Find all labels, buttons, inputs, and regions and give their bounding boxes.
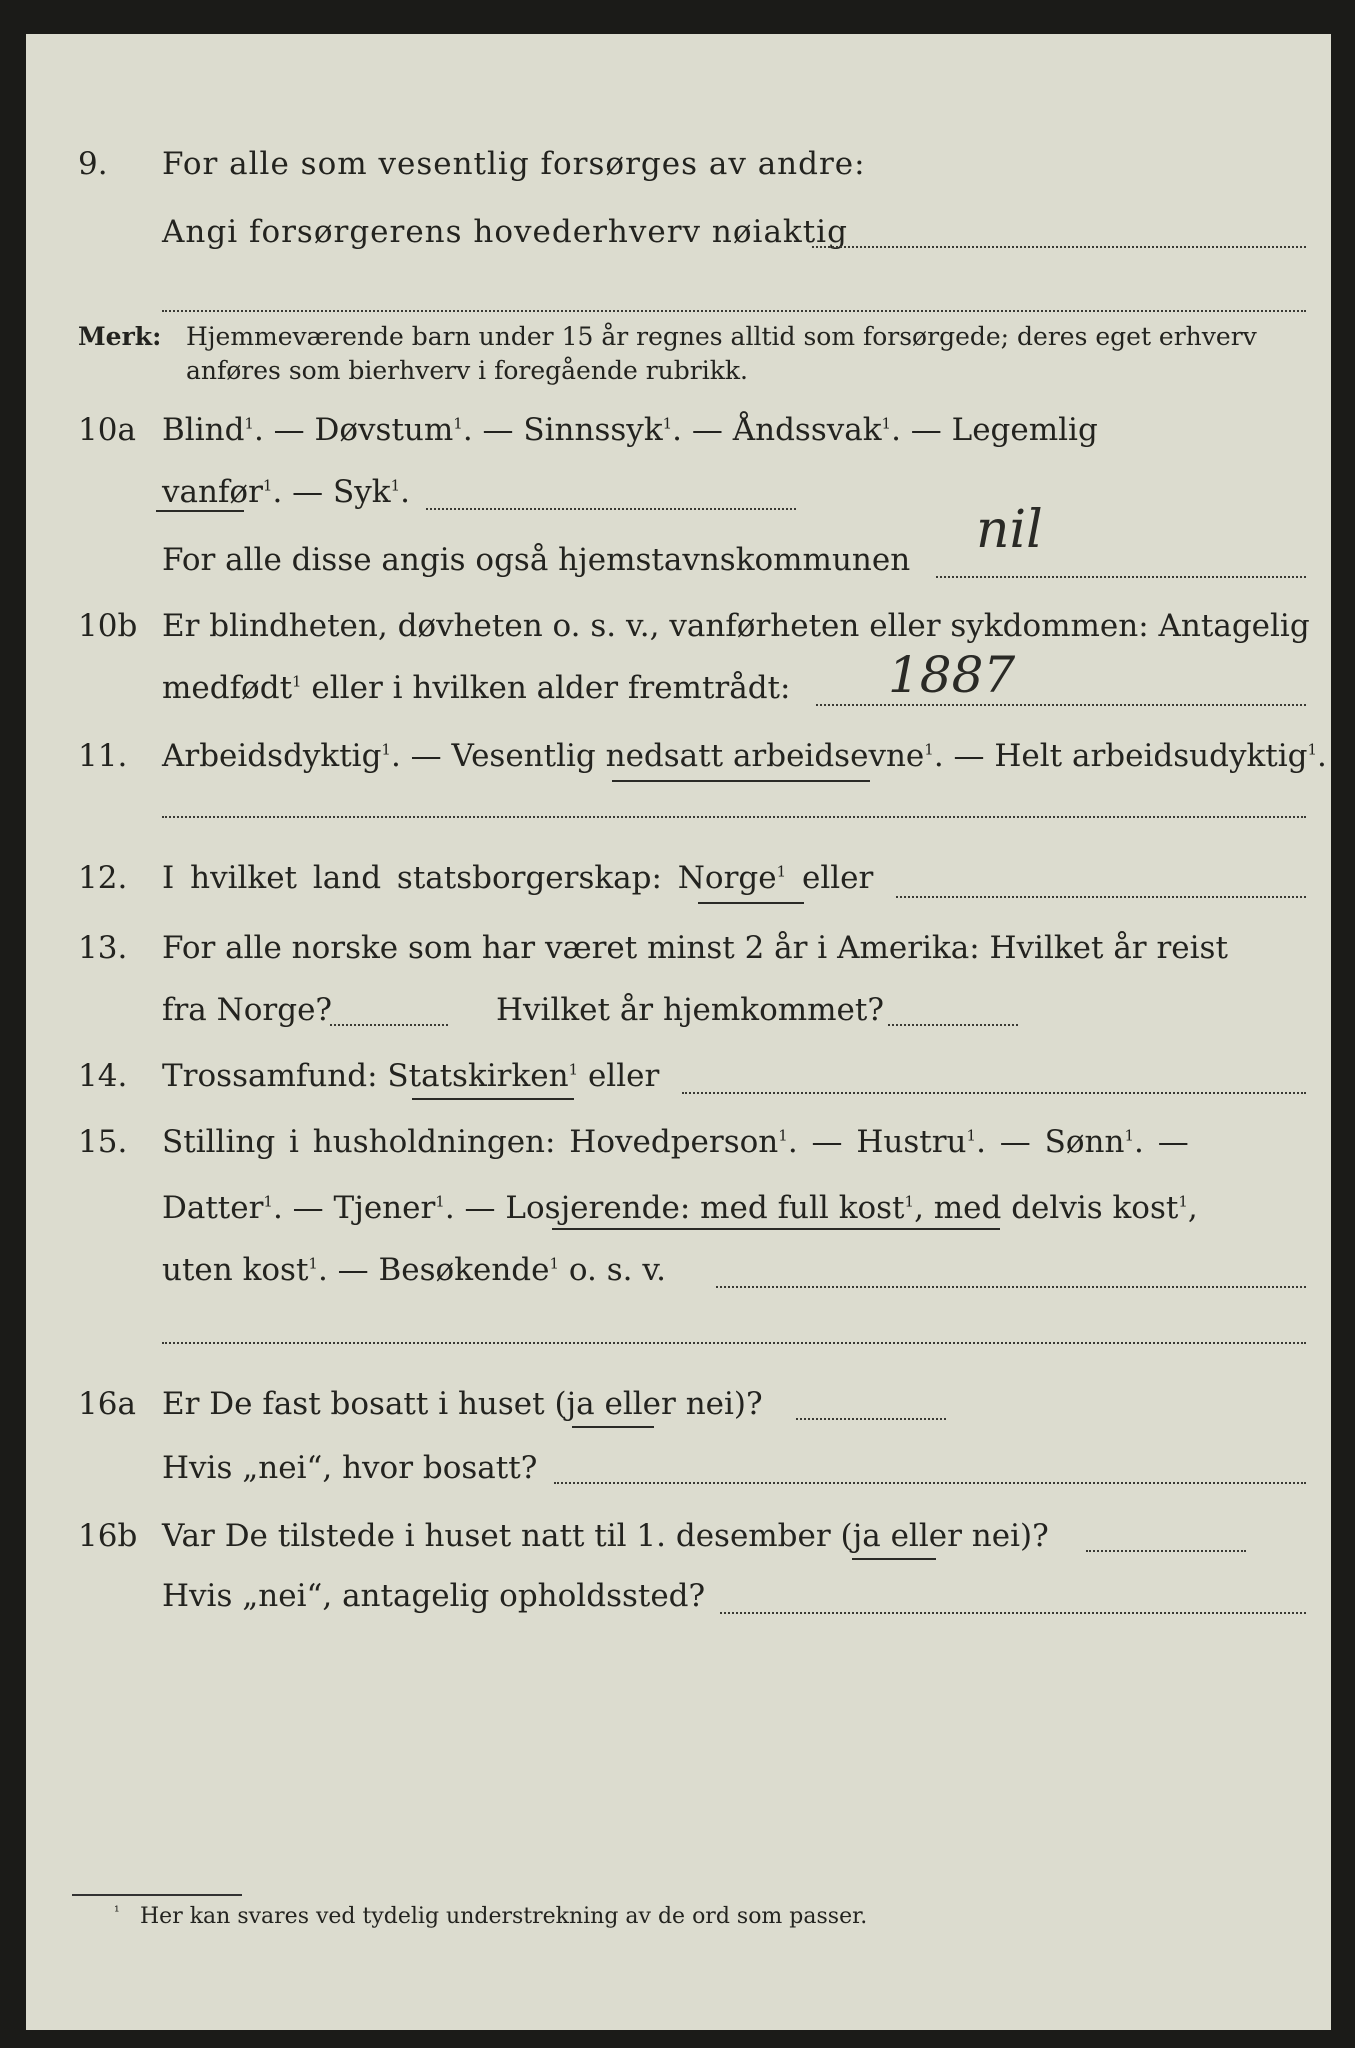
merk-line1: Hjemmeværende barn under 15 år regnes alltid som forsørgede; deres eget erhverv xyxy=(186,322,1257,351)
q10b-answer-line[interactable] xyxy=(816,704,1306,706)
footnote-marker: ¹ xyxy=(114,1904,120,1920)
merk-label: Merk: xyxy=(78,322,162,351)
q13-text-line1: For alle norske som har været minst 2 år i Amerika: Hvilket år reist xyxy=(162,930,1228,966)
q14-number: 14. xyxy=(78,1058,128,1094)
q13-text-line2b: Hvilket år hjemkommet? xyxy=(496,992,884,1028)
q15-answer-line[interactable] xyxy=(716,1286,1306,1288)
q11-answer-line[interactable] xyxy=(162,816,1306,818)
q9-number: 9. xyxy=(78,146,108,182)
q10b-handwritten-answer: 1887 xyxy=(888,646,1016,704)
q10a-text-line3: For alle disse angis også hjemstavnskommunen xyxy=(162,542,911,578)
q16b-text-line2: Hvis „nei“, antagelig opholdssted? xyxy=(162,1578,706,1614)
q15-text-line2: Datter$^1$. — Tjener$^1$. — Losjerende: med full kost$^1$, med delvis kost$^1$, xyxy=(162,1190,1198,1226)
q9-answer-line-2[interactable] xyxy=(162,310,1306,312)
q16a-bosatt-answer-line[interactable] xyxy=(554,1482,1306,1484)
q11-text-line1: Arbeidsdyktig$^1$. — Vesentlig nedsatt arbeidsevne$^1$. — Helt arbeidsudyktig$^1$. xyxy=(162,738,1327,774)
q16b-text-line1: Var De tilstede i huset natt til 1. desember (ja eller nei)? xyxy=(162,1518,1049,1554)
q10a-number: 10a xyxy=(78,412,136,448)
q9-text-line1: For alle som vesentlig forsørges av andre: xyxy=(162,146,866,182)
q16b-number: 16b xyxy=(78,1518,138,1554)
q16a-text-line1: Er De fast bosatt i huset (ja eller nei)? xyxy=(162,1386,763,1422)
q13-reist-answer-line[interactable] xyxy=(330,1024,448,1026)
q16a-ja-underline xyxy=(572,1426,654,1428)
q15-losjerende-underline xyxy=(552,1228,1000,1230)
census-form-page xyxy=(26,34,1331,2030)
q12-text-line1: I hvilket land statsborgerskap: Norge$^1$ eller xyxy=(162,860,874,896)
q9-text-line2: Angi forsørgerens hovederhverv nøiaktig xyxy=(162,214,848,250)
q10a-text-line1: Blind$^1$. — Døvstum$^1$. — Sinnssyk$^1$. — Åndssvak$^1$. — Legemlig xyxy=(162,412,1098,448)
q10a-vanfor-underline xyxy=(156,510,244,512)
q11-underline xyxy=(612,780,870,782)
q11-number: 11. xyxy=(78,738,128,774)
q16b-answer-line[interactable] xyxy=(1086,1550,1246,1552)
q16a-answer-line[interactable] xyxy=(796,1418,946,1420)
q16a-text-line2: Hvis „nei“, hvor bosatt? xyxy=(162,1450,538,1486)
q13-text-line2a: fra Norge? xyxy=(162,992,333,1028)
q15-text-line1: Stilling i husholdningen: Hovedperson$^1$. — Hustru$^1$. — Sønn$^1$. — xyxy=(162,1124,1189,1160)
q13-number: 13. xyxy=(78,930,128,966)
q16b-opholdssted-answer-line[interactable] xyxy=(720,1612,1306,1614)
footnote-rule xyxy=(72,1894,242,1896)
q15-text-line3: uten kost$^1$. — Besøkende$^1$ o. s. v. xyxy=(162,1252,667,1288)
q15-number: 15. xyxy=(78,1124,128,1160)
q10b-text-line2: medfødt$^1$ eller i hvilken alder fremtrådt: xyxy=(162,670,791,706)
q12-norge-underline xyxy=(698,902,804,904)
q14-answer-line[interactable] xyxy=(682,1092,1306,1094)
q10a-syk-answer-line[interactable] xyxy=(426,508,796,510)
q12-answer-line[interactable] xyxy=(896,896,1306,898)
q16a-number: 16a xyxy=(78,1386,136,1422)
q14-statskirken-underline xyxy=(412,1098,574,1100)
q16b-ja-underline xyxy=(852,1558,936,1560)
q15-answer-line-2[interactable] xyxy=(162,1342,1306,1344)
q12-number: 12. xyxy=(78,860,128,896)
footnote-text: Her kan svares ved tydelig understrekning av de ord som passer. xyxy=(140,1904,868,1929)
q10b-number: 10b xyxy=(78,608,138,644)
q10b-text-line1: Er blindheten, døvheten o. s. v., vanførheten eller sykdommen: Antagelig xyxy=(162,608,1310,644)
q10a-answer-line[interactable] xyxy=(936,576,1306,578)
q9-answer-line[interactable] xyxy=(812,246,1306,248)
merk-line2: anføres som bierhverv i foregående rubrikk. xyxy=(186,356,748,385)
q10a-handwritten-answer: nil xyxy=(976,500,1043,560)
q10a-text-line2: vanfør$^1$. — Syk$^1$. xyxy=(162,474,410,510)
q13-hjemkommet-answer-line[interactable] xyxy=(888,1024,1018,1026)
q14-text-line1: Trossamfund: Statskirken$^1$ eller xyxy=(162,1058,660,1094)
